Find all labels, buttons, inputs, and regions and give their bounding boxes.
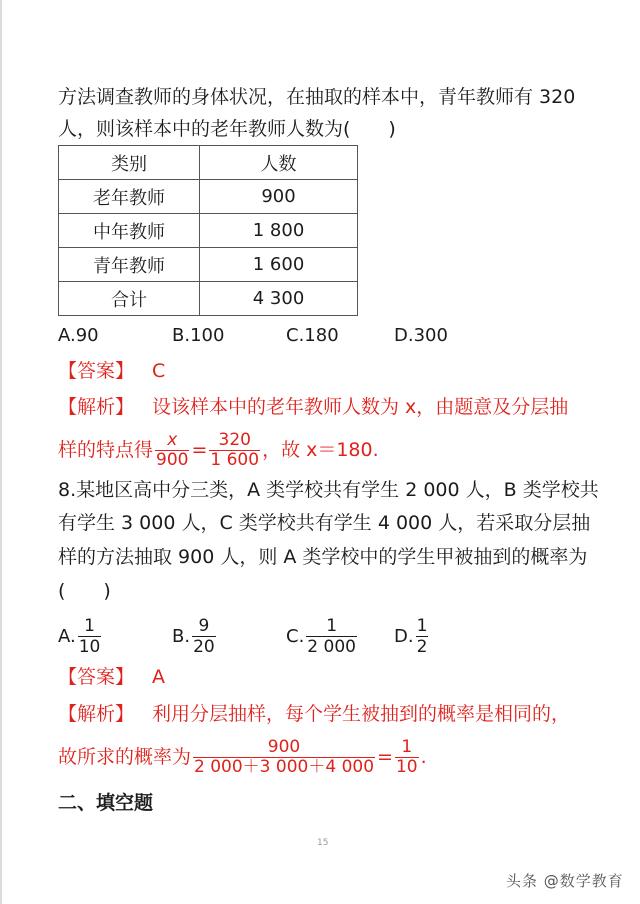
watermark: 头条 @数学教育 <box>506 872 624 890</box>
table-cell: 合计 <box>59 282 200 316</box>
fraction-denominator: 10 <box>395 757 418 777</box>
fraction-denominator: 10 <box>78 637 101 657</box>
q8-text-line2: 有学生 3 000 人，C 类学校共有学生 4 000 人，若采取分层抽 <box>58 512 591 534</box>
fraction <box>192 616 216 657</box>
table-cell: 4 300 <box>200 282 358 316</box>
table-cell: 1 800 <box>200 214 358 248</box>
fraction <box>155 431 189 470</box>
option-label: A. <box>58 626 76 647</box>
fraction <box>416 616 429 657</box>
q8-text-line3: 样的方法抽取 900 人，则 A 类学校中的学生甲被抽到的概率为 <box>58 546 588 568</box>
fraction-numerator: 1 <box>306 616 357 637</box>
page-number: 15 <box>317 838 329 848</box>
table-cell: 老年教师 <box>59 180 200 214</box>
section-heading: 二、填空题 <box>58 792 154 814</box>
fraction-numerator: 900 <box>193 738 375 758</box>
fraction-numerator: 9 <box>192 616 216 637</box>
analysis-end: . <box>420 746 427 768</box>
q8-option-b <box>172 616 218 657</box>
fraction-numerator: 1 <box>416 616 428 636</box>
answer-value: A <box>152 666 166 688</box>
table-header-row <box>59 146 358 180</box>
analysis-text: 利用分层抽样，每个学生被抽到的概率是相同的， <box>152 703 571 725</box>
fraction <box>306 616 357 657</box>
equals-sign: = <box>191 439 208 461</box>
analysis-conclusion: ，故 x＝180. <box>262 439 379 461</box>
fraction-numerator: x <box>155 431 189 451</box>
table-row <box>59 248 358 282</box>
fraction <box>209 431 260 470</box>
answer-label: 【答案】 <box>58 666 135 688</box>
q8-option-c <box>286 616 359 657</box>
analysis-text: 故所求的概率为 <box>58 746 192 768</box>
table-row <box>59 180 358 214</box>
table-cell: 900 <box>200 180 358 214</box>
fraction-denominator: 20 <box>193 637 215 657</box>
fraction-numerator: 1 <box>395 738 419 758</box>
q8-answer <box>58 665 165 689</box>
q7-option-a: A.90 <box>58 325 99 346</box>
option-label: B. <box>172 626 191 647</box>
fraction-numerator: 1 <box>78 616 102 637</box>
q7-answer <box>58 359 165 383</box>
equals-sign: = <box>377 746 393 768</box>
answer-label: 【答案】 <box>58 360 135 382</box>
fraction-denominator: 2 <box>416 637 428 657</box>
fraction <box>193 738 375 777</box>
q7-text-line2: 人，则该样本中的老年教师人数为( ) <box>58 118 396 140</box>
q8-text-line4: ( ) <box>58 580 111 602</box>
q8-text-line1: 8.某地区高中分三类，A 类学校共有学生 2 000 人，B 类学校共 <box>58 479 599 501</box>
q7-option-c: C.180 <box>286 325 339 346</box>
q7-analysis-line2 <box>58 428 379 472</box>
q8-option-d <box>394 616 430 657</box>
fraction-denominator: 1 600 <box>210 450 260 470</box>
table-cell: 1 600 <box>200 248 358 282</box>
q7-text-line1: 方法调查教师的身体状况，在抽取的样本中，青年教师有 320 <box>58 86 576 108</box>
answer-value: C <box>152 360 166 382</box>
table-cell: 青年教师 <box>59 248 200 282</box>
option-label: C. <box>286 626 305 647</box>
option-label: D. <box>394 626 414 647</box>
table-header-cell: 类别 <box>59 146 200 180</box>
table-cell: 中年教师 <box>59 214 200 248</box>
q7-option-b: B.100 <box>172 325 225 346</box>
q7-analysis-line1 <box>58 395 568 419</box>
analysis-text: 设该样本中的老年教师人数为 x，由题意及分层抽 <box>152 396 569 418</box>
teacher-table <box>58 145 358 316</box>
fraction <box>78 616 102 657</box>
table-header-cell: 人数 <box>200 146 358 180</box>
analysis-label: 【解析】 <box>58 396 135 418</box>
table-row <box>59 282 358 316</box>
fraction-numerator: 320 <box>209 431 260 451</box>
fraction-denominator: 900 <box>156 450 189 470</box>
analysis-text: 样的特点得 <box>58 439 154 461</box>
q8-analysis-line1 <box>58 702 570 726</box>
table-row <box>59 214 358 248</box>
analysis-label: 【解析】 <box>58 703 135 725</box>
fraction <box>395 738 419 777</box>
fraction-denominator: 2 000 <box>307 637 356 657</box>
fraction-denominator: 2 000＋3 000＋4 000 <box>194 757 375 777</box>
q8-analysis-line2 <box>58 735 427 779</box>
q7-option-d: D.300 <box>394 325 448 346</box>
q8-option-a <box>58 616 103 657</box>
